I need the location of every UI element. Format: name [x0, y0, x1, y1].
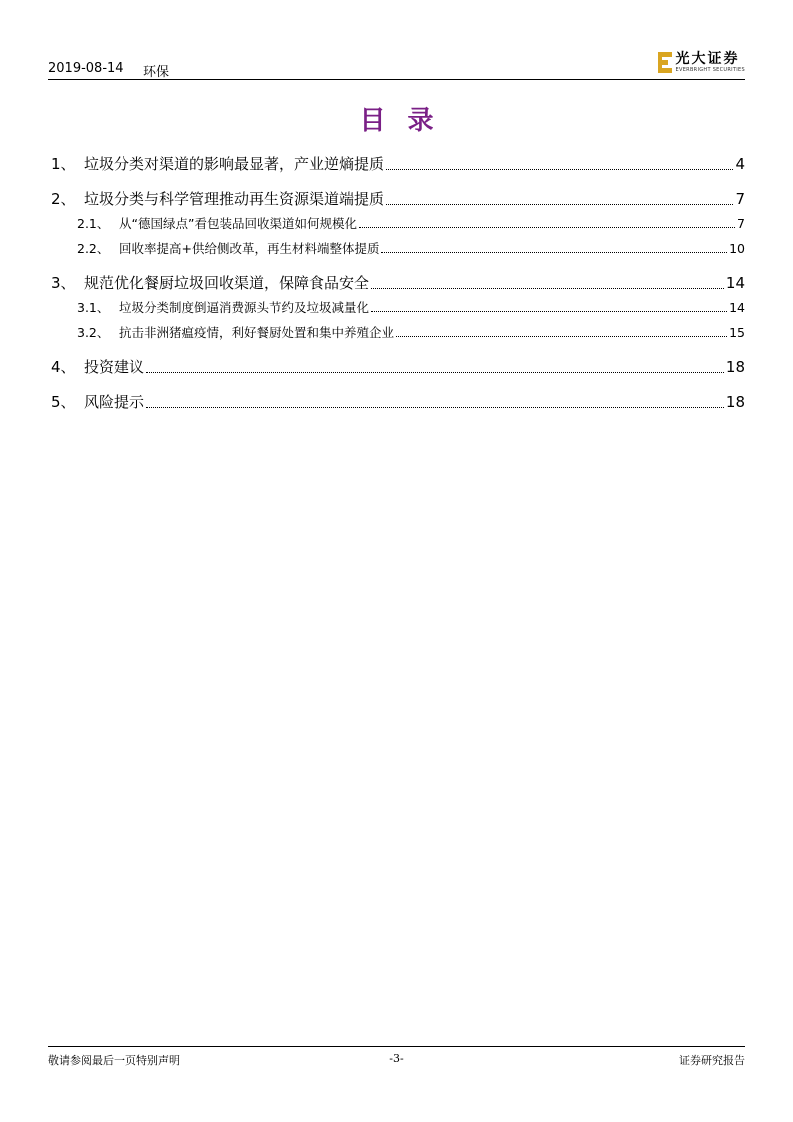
toc-entry-label: 回收率提高+供给侧改革，再生材料端整体提质 — [119, 241, 380, 256]
toc-entry-number: 4、 — [51, 358, 76, 376]
toc-entry[interactable] — [48, 239, 745, 257]
toc-dot-leader — [386, 204, 733, 205]
toc-entry-page: 18 — [725, 358, 745, 376]
toc-dot-leader — [386, 169, 733, 170]
toc-entry-number: 5、 — [51, 393, 76, 411]
toc-entry-page: 14 — [729, 300, 745, 315]
toc-entry-label: 垃圾分类对渠道的影响最显著，产业逆熵提质 — [84, 155, 385, 173]
toc-entry-label: 从“德国绿点”看包装品回收渠道如何规模化 — [119, 216, 357, 231]
report-type: 证券研究报告 — [679, 1054, 745, 1067]
toc-entry[interactable] — [48, 153, 745, 174]
toc-entry-number: 3.2、 — [77, 325, 110, 340]
page-header — [48, 50, 745, 80]
page-number: -3- — [389, 1052, 404, 1065]
toc-entry-label: 投资建议 — [84, 358, 145, 376]
toc-entry-label: 规范优化餐厨垃圾回收渠道，保障食品安全 — [84, 274, 370, 292]
toc-entry-number: 2.2、 — [77, 241, 110, 256]
toc-entry-number: 3.1、 — [77, 300, 110, 315]
toc-entry[interactable] — [48, 214, 745, 232]
logo-english-name: EVERBRIGHT SECURITIES — [675, 67, 745, 73]
toc-entry-label: 垃圾分类制度倒逼消费源头节约及垃圾减量化 — [119, 300, 370, 315]
toc-dot-leader — [396, 336, 727, 337]
toc-entry[interactable] — [48, 298, 745, 316]
logo-name: 光大证券 — [675, 51, 740, 67]
footer-divider — [48, 1046, 745, 1047]
toc-dot-leader — [381, 252, 727, 253]
toc-entry-number: 2.1、 — [77, 216, 110, 231]
toc-entry-label: 抗击非洲猪瘟疫情，利好餐厨处置和集中养殖企业 — [119, 325, 395, 340]
report-date: 2019-08-14 — [48, 61, 124, 76]
toc-entry-page: 10 — [729, 241, 745, 256]
toc-entry[interactable] — [48, 356, 745, 377]
toc-dot-leader — [359, 227, 735, 228]
toc-entry-number: 1、 — [51, 155, 76, 173]
toc-entry-page: 7 — [735, 190, 745, 208]
toc-entry[interactable] — [48, 391, 745, 412]
toc-entry-number: 3、 — [51, 274, 76, 292]
toc-title: 目录 — [359, 106, 456, 136]
toc-entry-page: 15 — [729, 325, 745, 340]
toc-entry[interactable] — [48, 188, 745, 209]
header-divider — [48, 79, 745, 80]
toc-entry-number: 2、 — [51, 190, 76, 208]
toc-dot-leader — [371, 288, 724, 289]
logo-icon — [658, 52, 672, 74]
report-sector: 环保 — [143, 65, 170, 80]
toc-entry-page: 4 — [735, 155, 745, 173]
toc-dot-leader — [371, 311, 727, 312]
toc-entry-label: 垃圾分类与科学管理推动再生资源渠道端提质 — [84, 190, 385, 208]
toc-entry-page: 14 — [725, 274, 745, 292]
company-logo — [658, 50, 745, 76]
toc-entry[interactable] — [48, 323, 745, 341]
disclaimer-notice: 敬请参阅最后一页特别声明 — [48, 1054, 180, 1067]
toc-entry-page: 18 — [725, 393, 745, 411]
toc-entry[interactable] — [48, 272, 745, 293]
toc-entry-page: 7 — [737, 216, 745, 231]
toc-dot-leader — [146, 407, 724, 408]
toc-entry-label: 风险提示 — [84, 393, 145, 411]
toc-dot-leader — [146, 372, 724, 373]
